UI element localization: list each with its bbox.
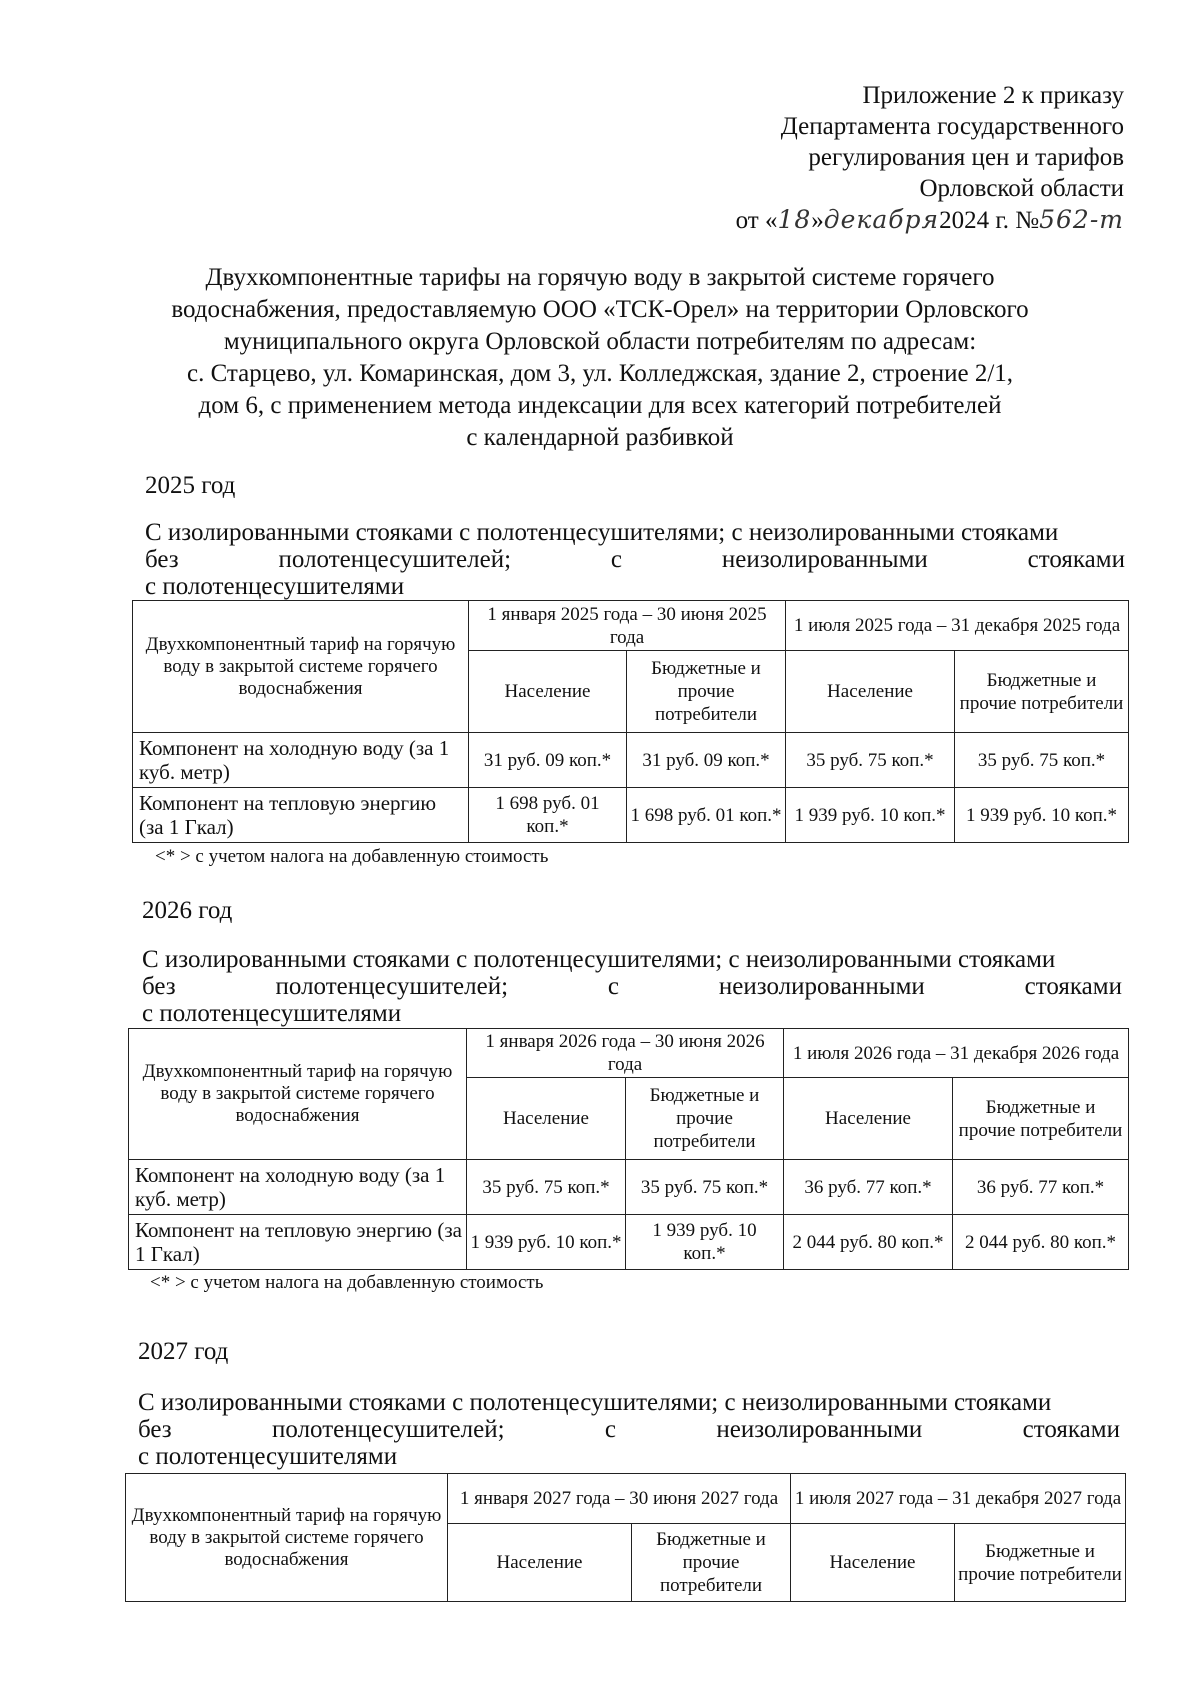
handwritten-day: 18 — [777, 205, 812, 234]
condition-line — [138, 1416, 1120, 1443]
column-header-population: Население — [448, 1524, 632, 1602]
year-heading: 2025 год — [145, 472, 236, 499]
tariff-cell: 1 698 руб. 01 коп.* — [469, 788, 627, 843]
condition-word: стояками — [1027, 546, 1125, 573]
year-heading: 2027 год — [138, 1338, 229, 1365]
tariff-cell: 1 939 руб. 10 коп.* — [467, 1215, 626, 1270]
order-date-line — [644, 204, 1124, 236]
condition-word: стояками — [1024, 973, 1122, 1000]
condition-line: с полотенцесушителями — [145, 573, 405, 600]
tariff-table-2025 — [132, 600, 1129, 843]
condition-word: с — [607, 973, 620, 1000]
column-header-budget: Бюджетные и прочие потребители — [626, 1078, 784, 1160]
condition-word: неизолированными — [721, 546, 928, 573]
header-line: Департамента государственного — [780, 113, 1124, 140]
condition-word: полотенцесушителей; — [275, 973, 509, 1000]
period-header: 1 июля 2026 года – 31 декабря 2026 года — [784, 1029, 1129, 1078]
column-header-population: Население — [791, 1524, 955, 1602]
period-header: 1 июля 2025 года – 31 декабря 2025 года — [786, 601, 1129, 651]
title-line: водоснабжения, предоставляемую ООО «ТСК-Орел» на территории Орловского — [171, 296, 1029, 323]
header-line: регулирования цен и тарифов — [808, 144, 1124, 171]
tariff-cell: 35 руб. 75 коп.* — [467, 1160, 626, 1215]
vat-footnote: <* > с учетом налога на добавленную стоимость — [150, 1272, 544, 1293]
condition-word: без — [142, 973, 176, 1000]
tariff-cell: 1 698 руб. 01 коп.* — [627, 788, 786, 843]
column-header-budget: Бюджетные и прочие потребители — [632, 1524, 791, 1602]
column-header-budget: Бюджетные и прочие потребители — [627, 651, 786, 733]
column-header-population: Население — [784, 1078, 953, 1160]
column-header-budget: Бюджетные и прочие потребители — [955, 1524, 1126, 1602]
column-header-budget: Бюджетные и прочие потребители — [955, 651, 1129, 733]
condition-word: полотенцесушителей; — [272, 1416, 505, 1443]
condition-line: С изолированными стояками с полотенцесушителями; с неизолированными стояками — [145, 519, 1059, 546]
title-line: Двухкомпонентные тарифы на горячую воду в закрытой системе горячего — [205, 264, 995, 291]
date-prefix: от « — [735, 207, 778, 234]
header-line: Орловской области — [919, 175, 1124, 202]
title-line: муниципального округа Орловской области потребителям по адресам: — [223, 328, 977, 355]
tariff-cell: 1 939 руб. 10 коп.* — [786, 788, 955, 843]
tariff-cell: 31 руб. 09 коп.* — [469, 733, 627, 788]
condition-line — [142, 973, 1122, 1000]
period-header: 1 июля 2027 года – 31 декабря 2027 года — [791, 1474, 1126, 1524]
row-label-heat-energy: Компонент на тепловую энергию (за 1 Гкал) — [133, 788, 469, 843]
table-corner-header: Двухкомпонентный тариф на горячую воду в закрытой системе горячего водоснабжения — [126, 1474, 448, 1602]
tariff-cell: 35 руб. 75 коп.* — [786, 733, 955, 788]
consumer-condition — [145, 519, 1125, 600]
period-header: 1 января 2026 года – 30 июня 2026 года — [467, 1029, 784, 1078]
handwritten-month: декабря — [823, 205, 940, 234]
table-corner-header: Двухкомпонентный тариф на горячую воду в закрытой системе горячего водоснабжения — [129, 1029, 467, 1160]
year-heading: 2026 год — [142, 897, 233, 924]
handwritten-order-number: 562-т — [1039, 205, 1124, 234]
tariff-cell: 35 руб. 75 коп.* — [955, 733, 1129, 788]
condition-word: без — [138, 1416, 172, 1443]
header-line: Приложение 2 к приказу — [862, 82, 1124, 109]
tariff-table-2027 — [125, 1473, 1126, 1602]
appendix-header — [644, 80, 1124, 236]
condition-word: с — [610, 546, 623, 573]
tariff-cell: 1 939 руб. 10 коп.* — [955, 788, 1129, 843]
condition-word: неизолированными — [718, 973, 925, 1000]
tariff-table-2026 — [128, 1028, 1129, 1270]
tariff-cell: 31 руб. 09 коп.* — [627, 733, 786, 788]
vat-footnote: <* > с учетом налога на добавленную стоимость — [155, 846, 549, 867]
row-label-cold-water: Компонент на холодную воду (за 1 куб. метр) — [133, 733, 469, 788]
condition-word: полотенцесушителей; — [278, 546, 512, 573]
column-header-population: Население — [467, 1078, 626, 1160]
condition-line: с полотенцесушителями — [138, 1443, 398, 1470]
condition-line: С изолированными стояками с полотенцесушителями; с неизолированными стояками — [142, 946, 1056, 973]
period-header: 1 января 2025 года – 30 июня 2025 года — [469, 601, 786, 651]
consumer-condition — [138, 1389, 1120, 1470]
period-header: 1 января 2027 года – 30 июня 2027 года — [448, 1474, 791, 1524]
condition-word: без — [145, 546, 179, 573]
tariff-cell: 1 939 руб. 10 коп.* — [626, 1215, 784, 1270]
row-label-heat-energy: Компонент на тепловую энергию (за 1 Гкал) — [129, 1215, 467, 1270]
title-line: с календарной разбивкой — [466, 424, 734, 451]
row-label-cold-water: Компонент на холодную воду (за 1 куб. метр) — [129, 1160, 467, 1215]
consumer-condition — [142, 946, 1122, 1027]
condition-word: с — [604, 1416, 617, 1443]
date-year: 2024 г. № — [939, 207, 1040, 234]
condition-line — [145, 546, 1125, 573]
condition-line: с полотенцесушителями — [142, 1000, 402, 1027]
condition-word: стояками — [1022, 1416, 1120, 1443]
date-quote: » — [811, 207, 824, 234]
condition-word: неизолированными — [716, 1416, 923, 1443]
column-header-population: Население — [469, 651, 627, 733]
tariff-cell: 36 руб. 77 коп.* — [784, 1160, 953, 1215]
column-header-population: Население — [786, 651, 955, 733]
tariff-cell: 2 044 руб. 80 коп.* — [784, 1215, 953, 1270]
condition-line: С изолированными стояками с полотенцесушителями; с неизолированными стояками — [138, 1389, 1052, 1416]
tariff-cell: 35 руб. 75 коп.* — [626, 1160, 784, 1215]
tariff-cell: 36 руб. 77 коп.* — [953, 1160, 1129, 1215]
table-corner-header: Двухкомпонентный тариф на горячую воду в закрытой системе горячего водоснабжения — [133, 601, 469, 733]
title-line: с. Старцево, ул. Комаринская, дом 3, ул. Колледжская, здание 2, строение 2/1, — [186, 360, 1014, 387]
tariff-cell: 2 044 руб. 80 коп.* — [953, 1215, 1129, 1270]
document-title — [130, 262, 1070, 454]
title-line: дом 6, с применением метода индексации для всех категорий потребителей — [198, 392, 1002, 419]
column-header-budget: Бюджетные и прочие потребители — [953, 1078, 1129, 1160]
